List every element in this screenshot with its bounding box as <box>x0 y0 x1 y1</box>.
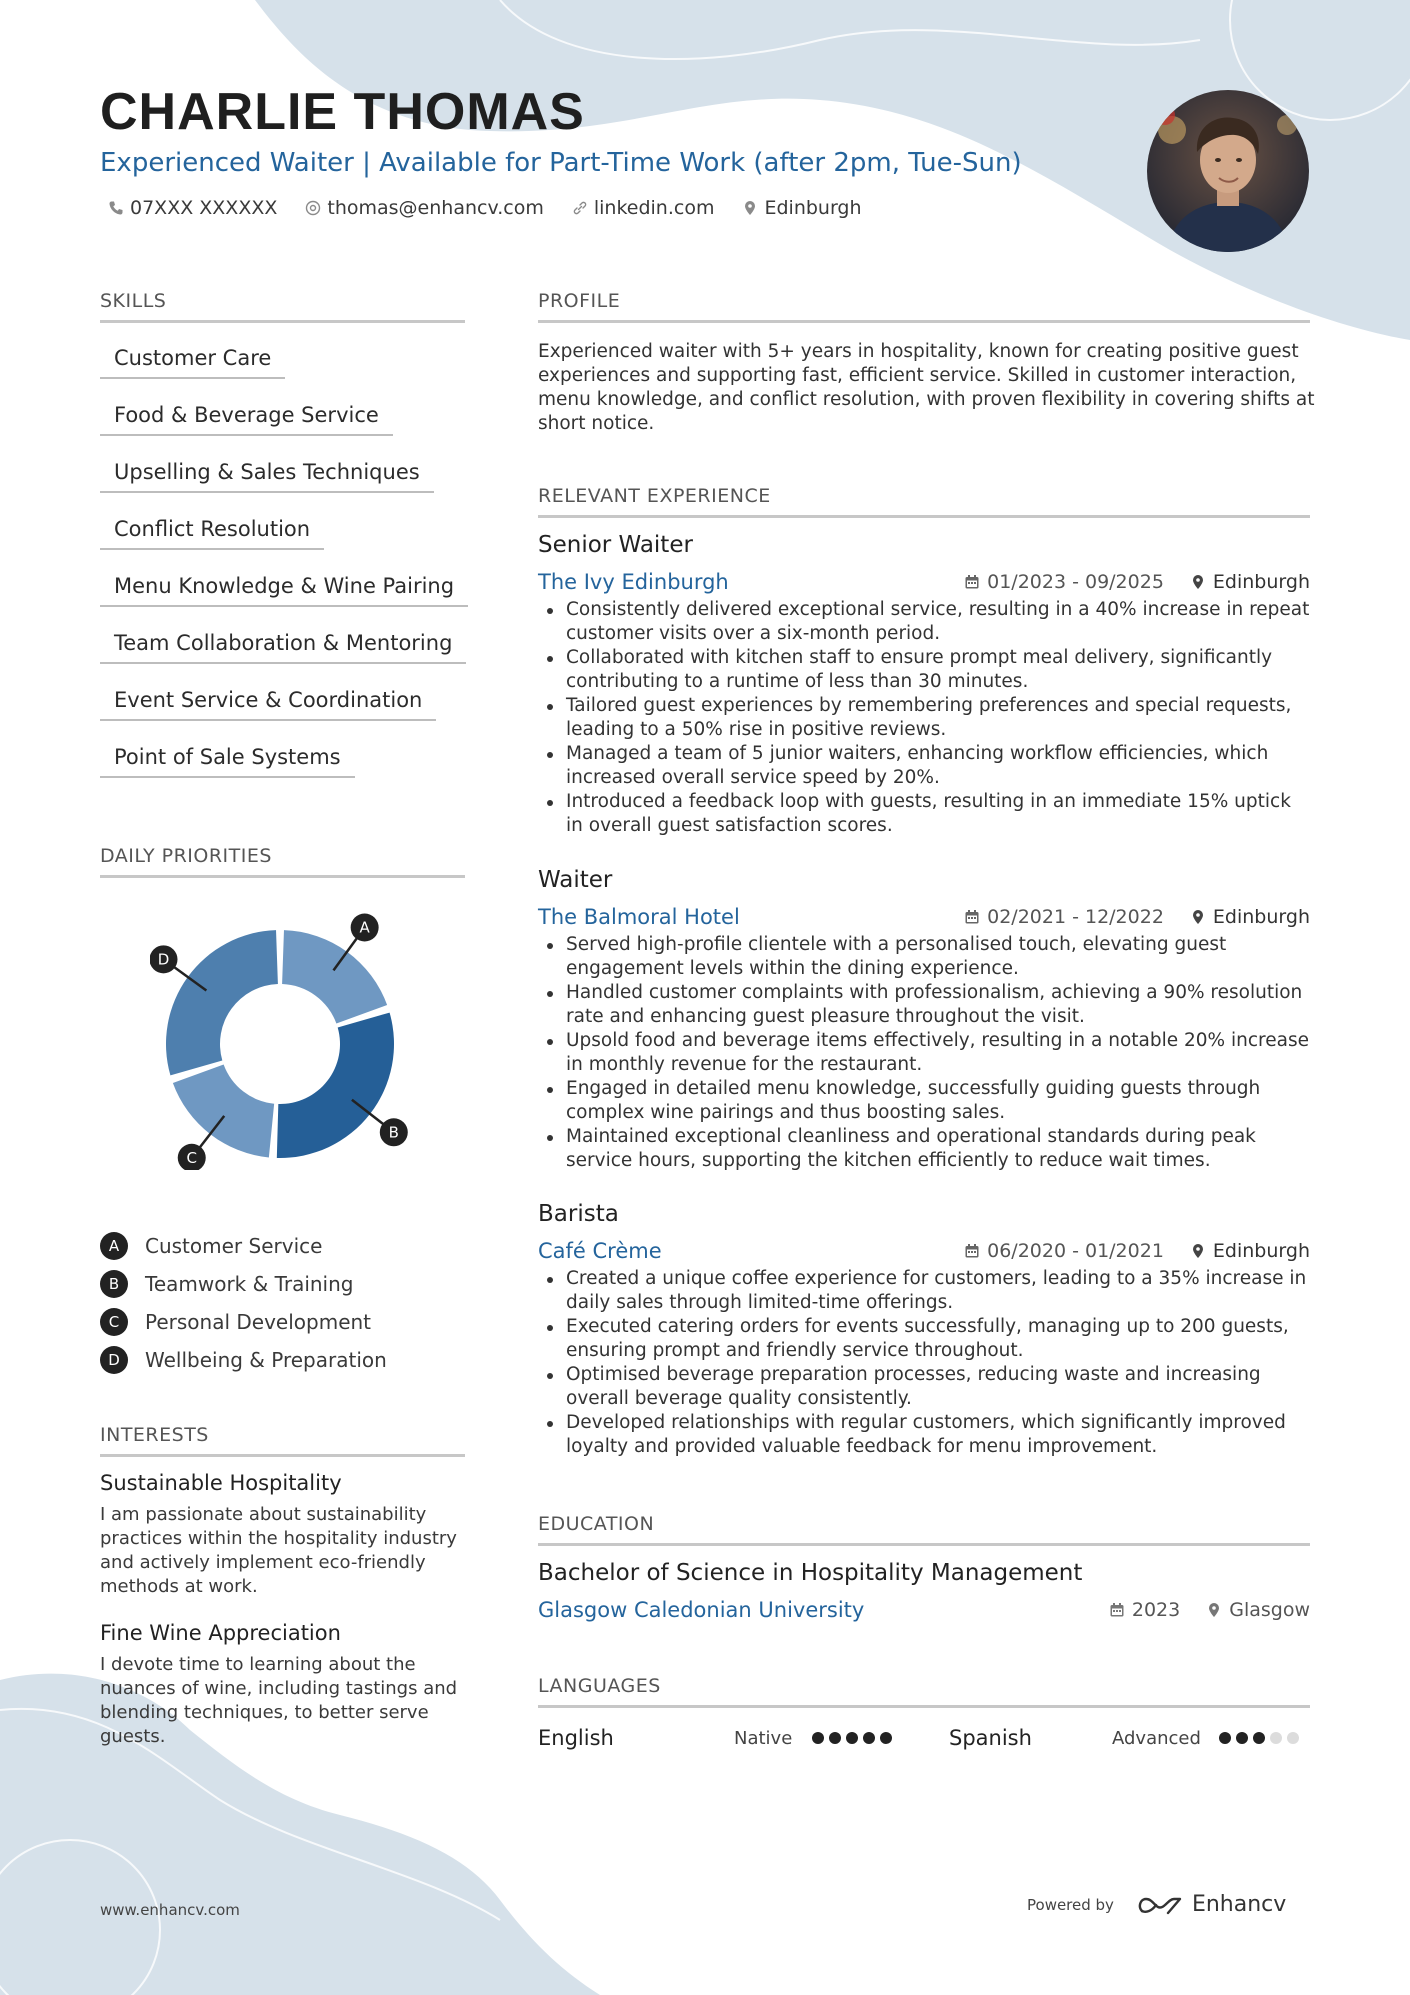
link-icon <box>572 200 588 216</box>
donut-slice-d <box>166 930 278 1075</box>
rating-dot-empty <box>1270 1732 1282 1744</box>
location-pin-icon <box>1190 1243 1206 1259</box>
candidate-name: CHARLIE THOMAS <box>100 83 585 141</box>
education-location: Glasgow <box>1229 1599 1310 1621</box>
language-level: Advanced <box>1112 1727 1201 1749</box>
at-sign-icon <box>305 200 321 216</box>
language-level: Native <box>734 1727 793 1749</box>
callout-label: B <box>388 1123 399 1142</box>
skill-tag: Food & Beverage Service <box>100 399 393 436</box>
skill-tag: Point of Sale Systems <box>100 741 355 778</box>
bullet-item: Managed a team of 5 junior waiters, enhancing workflow efficiencies, which increased overall service speed by 20%. <box>538 742 1310 790</box>
bullet-item: Introduced a feedback loop with guests, resulting in an immediate 15% uptick in overall guest satisfaction scores. <box>538 790 1310 838</box>
calendar-icon <box>1109 1602 1125 1618</box>
interests-list <box>100 1471 470 1771</box>
interest-title: Fine Wine Appreciation <box>100 1621 341 1645</box>
profile-photo <box>1147 90 1309 252</box>
rating-dot-filled <box>1219 1732 1231 1744</box>
priorities-donut-chart <box>150 910 420 1170</box>
profile-summary: Experienced waiter with 5+ years in hospitality, known for creating positive guest experiences and supporting fast, efficient service. Skilled in customer interaction, menu knowledge, and conflict resolution, with proven flexibility in covering shifts at short notice. <box>538 341 1315 434</box>
footer-website-link[interactable]: www.enhancv.com <box>100 1901 240 1919</box>
brand-logo[interactable] <box>1138 1892 1286 1917</box>
company-name: The Ivy Edinburgh <box>538 570 729 594</box>
language-item <box>949 1722 1032 1754</box>
bullet-item: Handled customer complaints with professionalism, achieving a 90% resolution rate and enhancing guest pleasure throughout the visit. <box>538 981 1310 1029</box>
job-location: Edinburgh <box>1212 571 1310 593</box>
skill-tag: Menu Knowledge & Wine Pairing <box>100 570 468 607</box>
donut-slice-a <box>282 930 387 1023</box>
legend-item <box>100 1303 387 1341</box>
location-pin-icon <box>1190 574 1206 590</box>
calendar-icon <box>964 574 980 590</box>
job-dates: 06/2020 - 01/2021 <box>987 1240 1164 1262</box>
job-bullets <box>538 598 1310 838</box>
brand-name: Enhancv <box>1191 1892 1287 1917</box>
job-title: Senior Waiter <box>538 532 693 558</box>
location-pin-icon <box>1190 909 1206 925</box>
bullet-item: Tailored guest experiences by remembering preferences and special requests, leading to a 50% rise in positive reviews. <box>538 694 1310 742</box>
legend-item <box>100 1227 387 1265</box>
location-pin-icon <box>742 200 758 216</box>
contact-linkedin[interactable] <box>572 197 715 219</box>
bullet-item: Created a unique coffee experience for customers, leading to a 35% increase in daily sales through limited-time offerings. <box>538 1267 1310 1315</box>
skill-tag: Customer Care <box>100 342 285 379</box>
callout-label: C <box>186 1148 197 1167</box>
skills-heading: SKILLS <box>100 290 465 323</box>
skills-list <box>100 342 465 798</box>
location-pin-icon <box>1206 1602 1222 1618</box>
languages-list <box>538 1722 1310 1754</box>
skill-tag: Conflict Resolution <box>100 513 324 550</box>
bullet-item: Collaborated with kitchen staff to ensure prompt meal delivery, significantly contributing to a runtime of less than 30 minutes. <box>538 646 1310 694</box>
language-level-group <box>734 1722 892 1754</box>
daily-priorities-heading: DAILY PRIORITIES <box>100 845 465 878</box>
interest-description: I am passionate about sustainability practices within the hospitality industry and actively implement eco-friendly methods at work. <box>100 1504 457 1597</box>
experience-entry <box>538 1201 1310 1459</box>
language-name: English <box>538 1726 614 1750</box>
rating-dot-filled <box>863 1732 875 1744</box>
bullet-item: Served high-profile clientele with a personalised touch, elevating guest engagement levels within the dining experience. <box>538 933 1310 981</box>
headline-tagline: Experienced Waiter | Available for Part-Time Work (after 2pm, Tue-Sun) <box>100 148 1022 178</box>
job-dates: 02/2021 - 12/2022 <box>987 906 1164 928</box>
language-name: Spanish <box>949 1726 1032 1750</box>
chart-legend <box>100 1227 387 1379</box>
contact-email[interactable] <box>305 197 543 219</box>
legend-badge: D <box>100 1346 128 1374</box>
job-bullets <box>538 1267 1310 1459</box>
languages-heading: LANGUAGES <box>538 1675 1310 1708</box>
footer-branding <box>1027 1892 1286 1917</box>
email-text: thomas@enhancv.com <box>327 197 544 219</box>
legend-label: Customer Service <box>145 1234 323 1258</box>
language-rating <box>812 1732 892 1744</box>
callout-label: A <box>359 918 370 937</box>
bullet-item: Executed catering orders for events successfully, managing up to 200 guests, ensuring prompt and friendly service throughout. <box>538 1315 1310 1363</box>
bullet-item: Consistently delivered exceptional service, resulting in a 40% increase in repeat customer visits over a six-month period. <box>538 598 1310 646</box>
contact-phone[interactable] <box>108 197 277 219</box>
education-entry <box>538 1560 1310 1626</box>
interest-title: Sustainable Hospitality <box>100 1471 342 1495</box>
linkedin-text: linkedin.com <box>593 197 715 219</box>
callout-label: D <box>157 950 170 969</box>
job-title: Waiter <box>538 867 613 893</box>
job-bullets <box>538 933 1310 1173</box>
bullet-item: Developed relationships with regular customers, which significantly improved loyalty and provided valuable feedback for menu improvement. <box>538 1411 1310 1459</box>
company-name: The Balmoral Hotel <box>538 905 740 929</box>
phone-icon <box>108 200 124 216</box>
rating-dot-filled <box>1236 1732 1248 1744</box>
company-name: Café Crème <box>538 1239 662 1263</box>
calendar-icon <box>964 909 980 925</box>
donut-slice-b <box>277 1013 394 1158</box>
legend-badge: C <box>100 1308 128 1336</box>
calendar-icon <box>964 1243 980 1259</box>
legend-badge: A <box>100 1232 128 1260</box>
donut-slice-c <box>173 1065 274 1158</box>
rating-dot-filled <box>829 1732 841 1744</box>
experience-entry <box>538 867 1310 1173</box>
location-text: Edinburgh <box>764 197 862 219</box>
interests-heading: INTERESTS <box>100 1424 465 1457</box>
language-item <box>538 1722 614 1754</box>
bullet-item: Engaged in detailed menu knowledge, successfully guiding guests through complex wine pairings and thus boosting sales. <box>538 1077 1310 1125</box>
experience-heading: RELEVANT EXPERIENCE <box>538 485 1310 518</box>
interest-description: I devote time to learning about the nuances of wine, including tastings and blending techniques, to better serve guests. <box>100 1654 458 1747</box>
bullet-item: Upsold food and beverage items effectively, resulting in a notable 20% increase in monthly revenue for the restaurant. <box>538 1029 1310 1077</box>
contact-bar <box>108 197 862 219</box>
profile-heading: PROFILE <box>538 290 1310 323</box>
powered-by-label: Powered by <box>1027 1895 1114 1914</box>
school-name: Glasgow Caledonian University <box>538 1598 865 1622</box>
legend-label: Teamwork & Training <box>145 1272 354 1296</box>
contact-location <box>742 197 861 219</box>
legend-label: Personal Development <box>145 1310 372 1334</box>
language-rating <box>1219 1732 1299 1744</box>
job-location: Edinburgh <box>1212 906 1310 928</box>
job-location: Edinburgh <box>1212 1240 1310 1262</box>
rating-dot-filled <box>846 1732 858 1744</box>
legend-label: Wellbeing & Preparation <box>145 1348 387 1372</box>
skill-tag: Upselling & Sales Techniques <box>100 456 434 493</box>
skill-tag: Team Collaboration & Mentoring <box>100 627 466 664</box>
job-title: Barista <box>538 1201 619 1227</box>
enhancv-logo-icon <box>1138 1893 1184 1917</box>
language-level-group <box>1112 1722 1299 1754</box>
legend-badge: B <box>100 1270 128 1298</box>
skill-tag: Event Service & Coordination <box>100 684 436 721</box>
legend-item <box>100 1265 387 1303</box>
avatar <box>1147 90 1309 252</box>
rating-dot-empty <box>1287 1732 1299 1744</box>
bullet-item: Maintained exceptional cleanliness and operational standards during peak service hours, supporting the kitchen efficiently to reduce wait times. <box>538 1125 1310 1173</box>
bullet-item: Optimised beverage preparation processes, reducing waste and increasing overall beverage quality consistently. <box>538 1363 1310 1411</box>
rating-dot-filled <box>1253 1732 1265 1744</box>
rating-dot-filled <box>812 1732 824 1744</box>
legend-item <box>100 1341 387 1379</box>
job-dates: 01/2023 - 09/2025 <box>987 571 1164 593</box>
rating-dot-filled <box>880 1732 892 1744</box>
degree-title: Bachelor of Science in Hospitality Management <box>538 1560 1083 1586</box>
phone-text: 07XXX XXXXXX <box>130 197 278 219</box>
education-heading: EDUCATION <box>538 1513 1310 1546</box>
education-year: 2023 <box>1131 1599 1181 1621</box>
experience-entry <box>538 532 1310 838</box>
